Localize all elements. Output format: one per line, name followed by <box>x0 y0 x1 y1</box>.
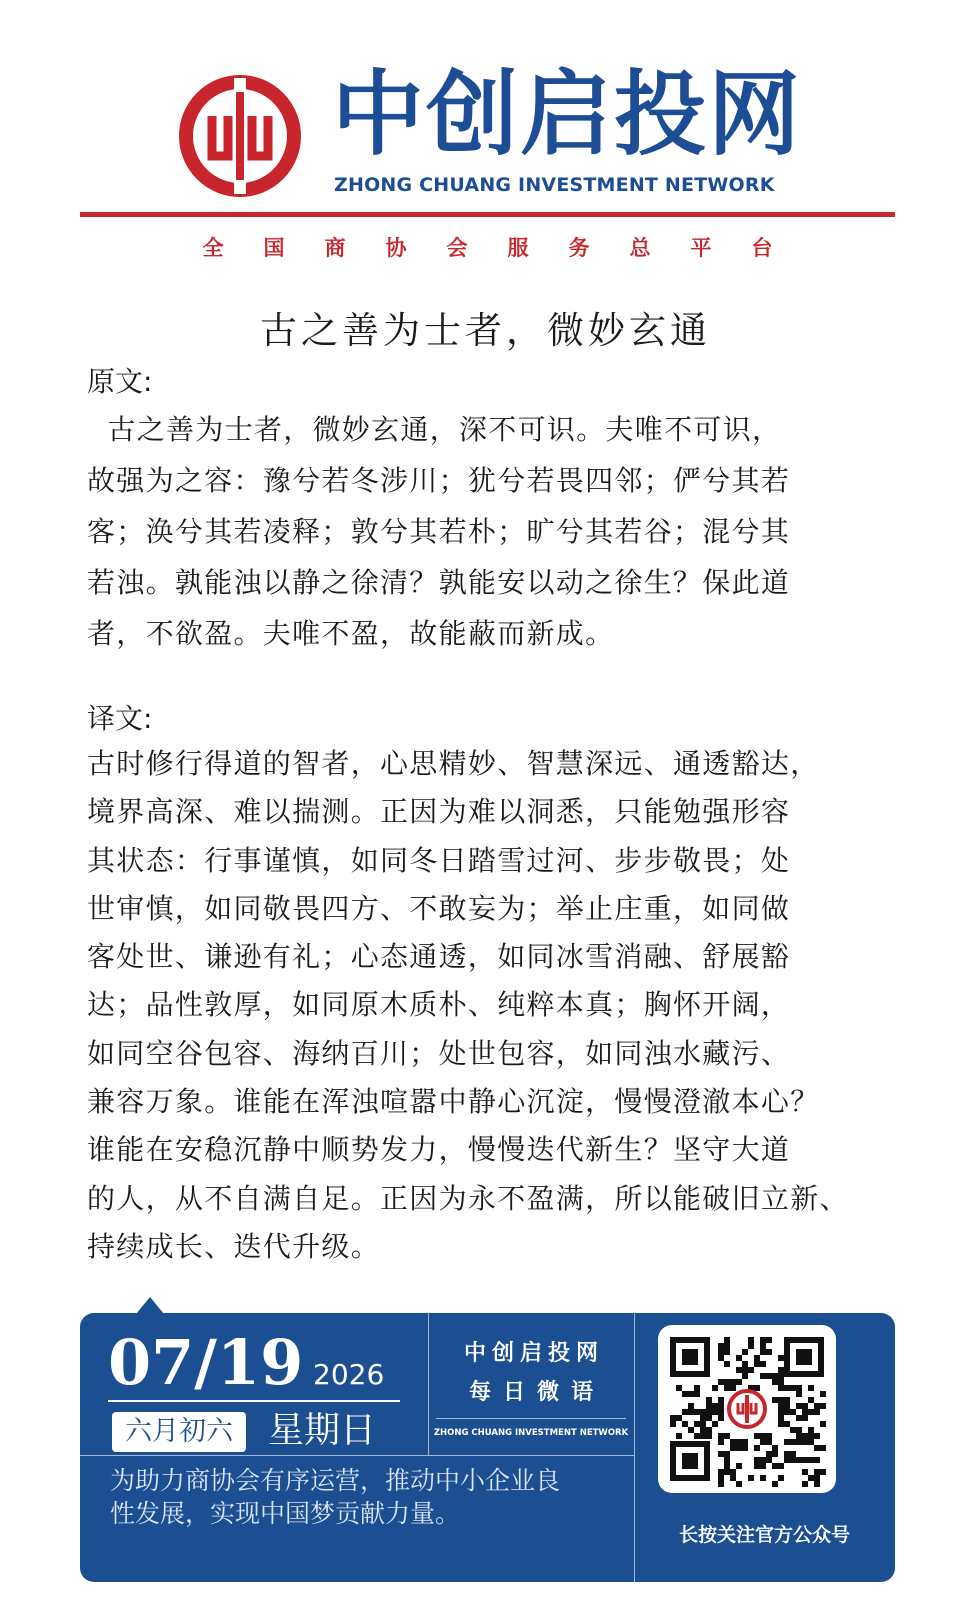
translation-text <box>87 740 887 1271</box>
date-divider <box>108 1400 400 1402</box>
slogan <box>110 1464 620 1530</box>
translation-line: 持续成长、迭代升级。 <box>87 1229 381 1263</box>
brand-logo-icon <box>178 74 302 198</box>
translation-label: 译文: <box>87 702 153 735</box>
translation-line: 世审慎，如同敬畏四方、不敢妄为；举止庄重，如同做 <box>87 891 791 925</box>
tagline: 全国商协会服务总平台 <box>202 236 813 260</box>
translation-line: 如同空谷包容、海纳百川；处世包容，如同浊水藏污、 <box>87 1036 791 1070</box>
translation-line: 客处世、谦逊有礼；心态通透，如同冰雪消融、舒展豁 <box>87 940 791 974</box>
date-year: 2026 <box>313 1358 385 1391</box>
translation-line: 古时修行得道的智者，心思精妙、智慧深远、通透豁达， <box>87 747 820 780</box>
date-display: 07/19 <box>108 1326 304 1399</box>
card-divider <box>436 1418 626 1419</box>
qr-code[interactable] <box>658 1325 836 1493</box>
slogan-line: 性发展，实现中国梦贡献力量。 <box>110 1499 461 1528</box>
article-title: 古之善为士者，微妙玄通 <box>260 309 711 352</box>
card-pointer <box>136 1297 164 1314</box>
lunar-date-badge: 六月初六 <box>112 1412 246 1452</box>
original-text <box>87 404 887 659</box>
card-brand-en: ZHONG CHUANG INVESTMENT NETWORK <box>433 1428 629 1438</box>
original-line: 故强为之容：豫兮若冬涉川；犹兮若畏四邻；俨兮其若 <box>87 464 791 497</box>
translation-line: 境界高深、难以揣测。正因为难以洞悉，只能勉强形容 <box>87 795 791 829</box>
card-divider <box>80 1455 634 1456</box>
qr-code-icon <box>658 1325 836 1493</box>
brand-name-en: ZHONG CHUANG INVESTMENT NETWORK <box>334 174 775 196</box>
translation-line: 达；品性敦厚，如同原木质朴、纯粹本真；胸怀开阔， <box>87 988 791 1022</box>
translation-line: 兼容万象。谁能在浑浊喧嚣中静心沉淀，慢慢澄澈本心？ <box>87 1085 820 1119</box>
translation-line: 的人，从不自满自足。正因为永不盈满，所以能破旧立新、 <box>87 1181 849 1215</box>
slogan-line: 为助力商协会有序运营，推动中小企业良 <box>110 1466 561 1495</box>
original-label: 原文: <box>87 365 153 398</box>
original-line: 者，不欲盈。夫唯不盈，故能蔽而新成。 <box>87 617 615 650</box>
original-line: 客；涣兮其若凌释；敦兮其若朴；旷兮其若谷；混兮其 <box>87 515 791 548</box>
translation-line: 谁能在安稳沉静中顺势发力，慢慢迭代新生？坚守大道 <box>87 1133 791 1167</box>
brand-name-cn: 中创启投网 <box>332 61 803 168</box>
card-column-title: 每日微语 <box>468 1380 605 1405</box>
header-divider <box>80 212 895 217</box>
original-line: 若浊。孰能浊以静之徐清？孰能安以动之徐生？保此道 <box>87 566 791 599</box>
translation-line: 其状态：行事谨慎，如同冬日踏雪过河、步步敬畏；处 <box>87 843 791 877</box>
card-brand-name: 中创启投网 <box>463 1341 604 1366</box>
qr-caption: 长按关注官方公众号 <box>678 1524 850 1546</box>
original-line: 古之善为士者，微妙玄通，深不可识。夫唯不可识， <box>87 413 782 446</box>
weekday: 星期日 <box>268 1410 377 1451</box>
